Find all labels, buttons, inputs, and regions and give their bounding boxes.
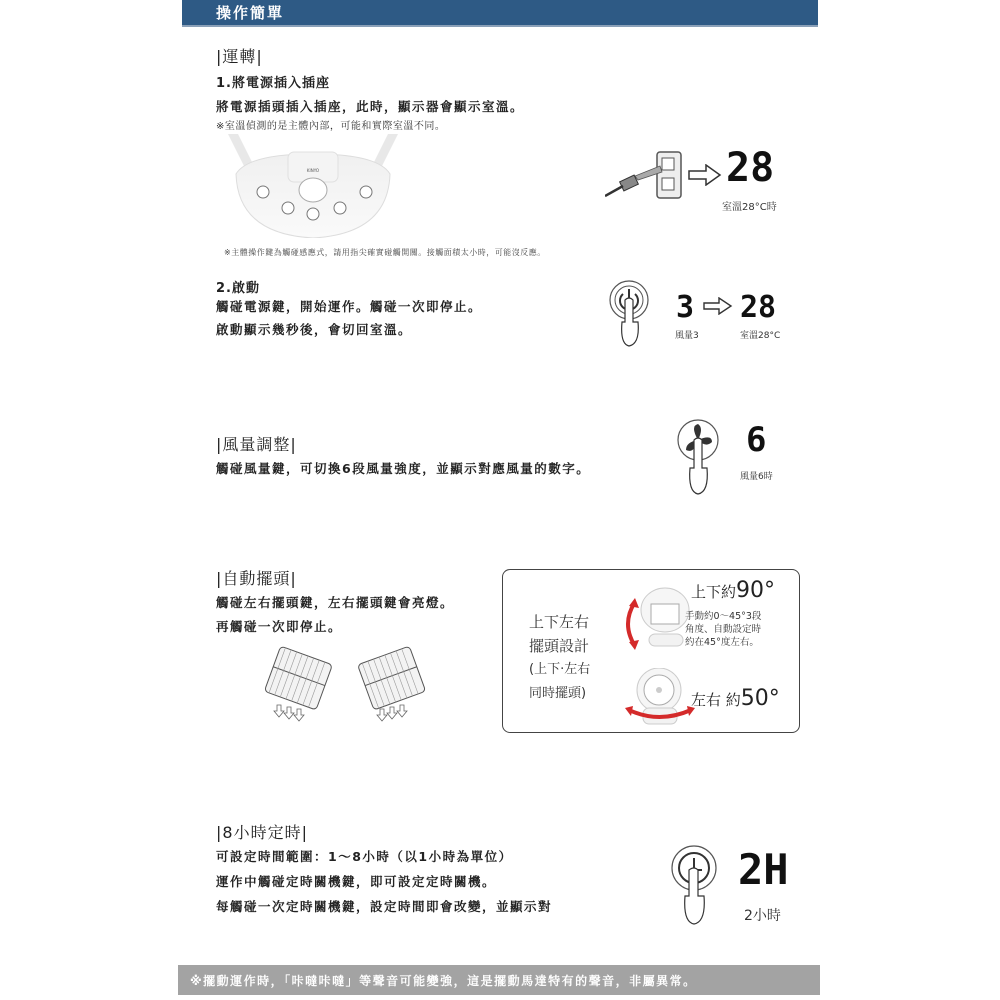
- display-timer: 2H: [738, 845, 789, 894]
- horizontal-swing-fan-image: [623, 668, 699, 732]
- svg-text:KINYO: KINYO: [306, 168, 320, 173]
- step1-title: 1.將電源插入插座: [216, 76, 330, 91]
- timer-line-1: 可設定時間範圍：1～8小時（以1小時為單位）: [216, 849, 513, 864]
- caption-timer: 2小時: [744, 908, 781, 924]
- vertical-note-line-1: 手動約0～45°3段: [685, 611, 762, 622]
- section-header-bar: [182, 0, 818, 27]
- timer-line-3: 每觸碰一次定時關機鍵，設定時間即會改變，並顯示對: [216, 899, 553, 914]
- horizontal-angle-label: [691, 686, 780, 711]
- section-title-oscillation: |自動擺頭|: [216, 569, 297, 588]
- display-fan-level-6: 6: [746, 420, 767, 460]
- timer-touch-icon: [670, 844, 722, 930]
- vertical-swing-fan-image: [623, 584, 693, 668]
- step1-note: ※室溫偵測的是主體內部，可能和實際室溫不同。: [216, 121, 446, 132]
- panel-left-line-2: 擺頭設計: [529, 637, 590, 655]
- step2-title: 2.啟動: [216, 281, 260, 296]
- arrow-right-icon: [688, 164, 722, 190]
- vertical-note-line-3: 約在45°度左右。: [685, 637, 759, 648]
- arrow-right-icon: [703, 297, 733, 319]
- horizontal-angle-text: 左右 約: [691, 691, 741, 709]
- display-room-temp-2: 28: [740, 290, 777, 325]
- vertical-angle-label: [691, 578, 775, 603]
- footer-note-bar: [178, 965, 820, 995]
- step2-line-1: 觸碰電源鍵，開始運作。觸碰一次即停止。: [216, 299, 483, 314]
- vertical-angle-note: [685, 610, 761, 649]
- section-title-fan-speed: |風量調整|: [216, 435, 297, 454]
- vertical-angle-text: 上下約: [691, 583, 737, 601]
- oscillation-line-1: 觸碰左右擺頭鍵，左右擺頭鍵會亮燈。: [216, 595, 455, 610]
- plug-outlet-icon: [605, 148, 685, 203]
- touch-key-note: ※主體操作鍵為觸碰感應式，請用指尖確實碰觸開關。接觸面積太小時，可能沒反應。: [224, 248, 546, 257]
- caption-fan-level: 風量3: [675, 331, 699, 341]
- timer-line-2: 運作中觸碰定時關機鍵，即可設定定時關機。: [216, 874, 497, 889]
- oscillation-left-illustration: [255, 645, 445, 729]
- power-touch-icon: [608, 278, 654, 352]
- page-title: 操作簡單: [216, 4, 285, 22]
- section-title-run: |運轉|: [216, 47, 263, 66]
- panel-left-line-1: 上下左右: [529, 613, 590, 631]
- fan-touch-icon: [676, 418, 722, 500]
- oscillation-line-2: 再觸碰一次即停止。: [216, 619, 343, 634]
- caption-fan-level-6: 風量6時: [740, 472, 773, 482]
- panel-left-line-3: (上下‧左右: [529, 662, 591, 677]
- panel-left-text: [529, 610, 590, 706]
- vertical-note-line-2: 角度、自動設定時: [685, 624, 762, 635]
- caption-room-temp: 室溫28°C: [740, 331, 781, 341]
- panel-left-line-4: 同時擺頭): [529, 686, 587, 701]
- vertical-angle-value: 90°: [736, 578, 776, 603]
- section-title-timer: |8小時定時|: [216, 823, 308, 842]
- step2-line-2: 啟動顯示幾秒後，會切回室溫。: [216, 322, 413, 337]
- display-room-temp: 28: [726, 145, 775, 191]
- display-caption-room-temp: 室溫28°C時: [722, 202, 777, 213]
- control-panel-image: [228, 134, 398, 238]
- step1-text: 將電源插頭插入插座，此時，顯示器會顯示室溫。: [216, 99, 525, 114]
- display-fan-level: 3: [676, 290, 695, 325]
- oscillation-info-panel: [502, 569, 800, 733]
- fan-speed-text: 觸碰風量鍵，可切換6段風量強度，並顯示對應風量的數字。: [216, 461, 591, 476]
- horizontal-angle-value: 50°: [740, 686, 780, 711]
- footer-note: ※擺動運作時，「咔噠咔噠」等聲音可能變強，這是擺動馬達特有的聲音，非屬異常。: [190, 974, 697, 988]
